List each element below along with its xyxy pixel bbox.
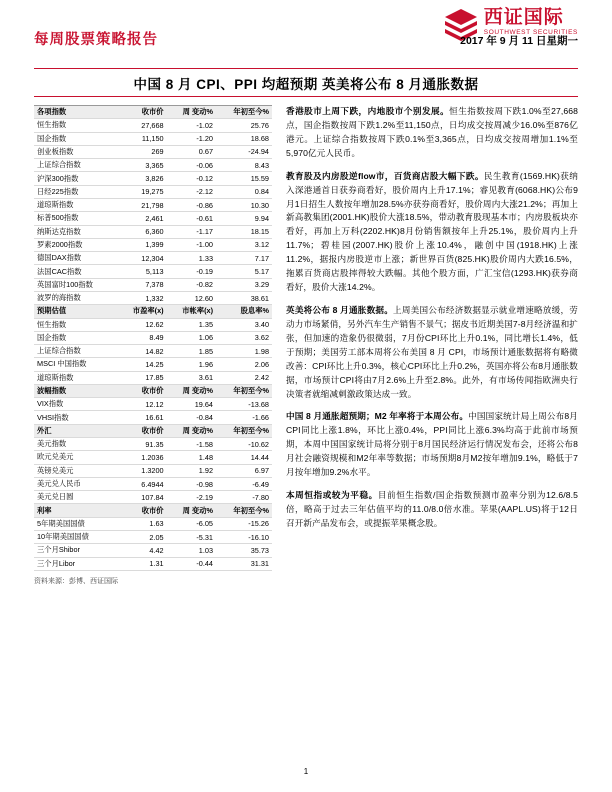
commentary-paragraph <box>286 170 578 295</box>
table-row <box>34 212 272 225</box>
table-cell: -13.68 <box>216 398 272 411</box>
table-cell: -16.10 <box>216 531 272 544</box>
table-cell: 欧元兑美元 <box>34 451 117 464</box>
column-header: 年初至今% <box>216 424 272 437</box>
paragraph-text: 恒生指数按周下跌1.0%至27,668点，国企指数按周下跌1.2%至11,150点，日均成交按周减少16.0%至876亿港元。上证综合指数按周下跌0.1%至3,365点，日均成交按周增加1.1%至5,970亿元人民币。 <box>286 106 578 158</box>
table-cell: 美元指数 <box>34 438 117 451</box>
table-cell: 法国CAC指数 <box>34 265 117 278</box>
table-cell: 14.82 <box>117 345 166 358</box>
table-row <box>34 371 272 384</box>
table-cell: 3.29 <box>216 278 272 291</box>
table-row <box>34 398 272 411</box>
table-cell: -1.02 <box>167 119 216 132</box>
table-cell: -6.49 <box>216 477 272 490</box>
table-row <box>34 252 272 265</box>
table-cell: 3.62 <box>216 331 272 344</box>
logo-name-en: SOUTHWEST SECURITIES <box>483 29 578 36</box>
table-cell: 0.84 <box>216 185 272 198</box>
table-cell: 10.30 <box>216 198 272 211</box>
table-cell: 恒生指数 <box>34 119 117 132</box>
table-cell: 12,304 <box>117 252 166 265</box>
table-cell: VIX指数 <box>34 398 117 411</box>
table-cell: 8.49 <box>117 331 166 344</box>
table-cell: 14.25 <box>117 358 166 371</box>
table-cell: -5.31 <box>167 531 216 544</box>
table-cell: 11,150 <box>117 132 166 145</box>
column-header: 年初至今% <box>216 106 272 119</box>
table-cell: -0.84 <box>167 411 216 424</box>
table-cell: 沪深300指数 <box>34 172 117 185</box>
table-cell: -6.05 <box>167 517 216 530</box>
paragraph-text: 目前恒生指数/国企指数预测市盈率分别为12.6/8.5倍，略高于过去三年估值平均的11.0/8.0倍水准。苹果(AAPL.US)将于12日召开新产品发布会，或提振苹果概念股。 <box>286 490 578 528</box>
table-cell: -0.12 <box>167 172 216 185</box>
column-header: 收市价 <box>117 504 166 517</box>
table-section-header <box>34 504 272 517</box>
column-header: 收市价 <box>117 384 166 397</box>
table-cell: 107.84 <box>117 491 166 504</box>
table-cell: 纳斯达克指数 <box>34 225 117 238</box>
table-section-header <box>34 424 272 437</box>
table-cell: 1.85 <box>167 345 216 358</box>
column-header: 各项指数 <box>34 106 117 119</box>
column-header: 收市价 <box>117 106 166 119</box>
table-cell: 0.67 <box>167 145 216 158</box>
table-cell: 17.85 <box>117 371 166 384</box>
table-cell: 6.4944 <box>117 477 166 490</box>
table-cell: 1.03 <box>167 544 216 557</box>
table-row <box>34 119 272 132</box>
table-cell: 8.43 <box>216 159 272 172</box>
table-cell: 美元兑日圆 <box>34 491 117 504</box>
table-row <box>34 198 272 211</box>
table-cell: 波罗的海指数 <box>34 291 117 304</box>
table-row <box>34 318 272 331</box>
table-cell: 5,113 <box>117 265 166 278</box>
paragraph-lead: 香港股市上周下跌，内地股市个别发展。 <box>286 106 450 116</box>
table-cell: -0.06 <box>167 159 216 172</box>
table-cell: 1.92 <box>167 464 216 477</box>
column-header: 波幅指数 <box>34 384 117 397</box>
title-divider <box>34 96 578 97</box>
commentary-paragraph <box>286 304 578 401</box>
table-row <box>34 132 272 145</box>
table-cell: 19,275 <box>117 185 166 198</box>
table-cell: 12.60 <box>167 291 216 304</box>
table-cell: 国企指数 <box>34 132 117 145</box>
table-cell: 19.64 <box>167 398 216 411</box>
table-cell: 国企指数 <box>34 331 117 344</box>
column-header: 收市价 <box>117 424 166 437</box>
column-header: 利率 <box>34 504 117 517</box>
table-cell: 1,332 <box>117 291 166 304</box>
table-cell: 1,399 <box>117 238 166 251</box>
table-cell: -1.58 <box>167 438 216 451</box>
table-row <box>34 411 272 424</box>
table-cell: 269 <box>117 145 166 158</box>
table-cell: 21,798 <box>117 198 166 211</box>
table-row <box>34 358 272 371</box>
table-cell: 6.97 <box>216 464 272 477</box>
table-cell: 18.68 <box>216 132 272 145</box>
commentary-paragraph <box>286 105 578 161</box>
commentary-paragraph <box>286 410 578 480</box>
table-cell: -0.19 <box>167 265 216 278</box>
table-row <box>34 331 272 344</box>
table-cell: 标普500指数 <box>34 212 117 225</box>
table-row <box>34 225 272 238</box>
table-cell: 16.61 <box>117 411 166 424</box>
table-cell: 1.33 <box>167 252 216 265</box>
table-cell: 道琼斯指数 <box>34 371 117 384</box>
table-cell: 1.3200 <box>117 464 166 477</box>
table-cell: 15.59 <box>216 172 272 185</box>
table-cell: 1.31 <box>117 557 166 570</box>
paragraph-text: 中国国家统计局上周公布8月CPI同比上涨1.8%，环比上涨0.4%，PPI同比上涨6.3%均高于此前市场预期，本周中国国家统计局将分别于8月国民经济运行情况发布会，还将公布8月社会融资规模和M2年率等数据；市场预期8月M2按年增加9.1%，略低于7月按年增加9.2%水平。 <box>286 411 578 478</box>
paragraph-lead: 英美将公布 8 月通胀数据。 <box>286 304 394 315</box>
report-title-row <box>34 28 578 49</box>
table-cell: VHSI指数 <box>34 411 117 424</box>
table-row <box>34 491 272 504</box>
table-row <box>34 451 272 464</box>
table-section-header <box>34 305 272 318</box>
table-cell: 三个月Shibor <box>34 544 117 557</box>
column-header: 市盈率(x) <box>117 305 166 318</box>
table-cell: 3.61 <box>167 371 216 384</box>
table-cell: 38.61 <box>216 291 272 304</box>
table-cell: 18.15 <box>216 225 272 238</box>
table-row <box>34 145 272 158</box>
column-header: 周 变动% <box>167 106 216 119</box>
table-cell: 10年期美国国债 <box>34 531 117 544</box>
table-cell: 2,461 <box>117 212 166 225</box>
table-cell: -0.44 <box>167 557 216 570</box>
table-row <box>34 172 272 185</box>
table-row <box>34 557 272 570</box>
table-row <box>34 464 272 477</box>
commentary-paragraph <box>286 489 578 531</box>
table-row <box>34 185 272 198</box>
table-cell: 14.44 <box>216 451 272 464</box>
page-number: 1 <box>303 767 309 776</box>
table-cell: 12.62 <box>117 318 166 331</box>
table-cell: -1.20 <box>167 132 216 145</box>
table-row <box>34 477 272 490</box>
column-header: 股息率% <box>216 305 272 318</box>
table-cell: 3.12 <box>216 238 272 251</box>
table-cell: 27,668 <box>117 119 166 132</box>
report-body <box>34 105 578 586</box>
table-cell: 3,826 <box>117 172 166 185</box>
column-header: 年初至今% <box>216 504 272 517</box>
table-cell: -10.62 <box>216 438 272 451</box>
column-header: 周 变动% <box>167 384 216 397</box>
table-cell: 恒生指数 <box>34 318 117 331</box>
commentary-column <box>272 105 578 586</box>
table-cell: -2.12 <box>167 185 216 198</box>
table-cell: 3.40 <box>216 318 272 331</box>
table-cell: 上证综合指数 <box>34 159 117 172</box>
table-cell: 4.42 <box>117 544 166 557</box>
paragraph-text: 民生教育(1569.HK)获纳入深港通首日获券商看好，股价周内上升17.1%；睿见教育(6068.HK)公布9月1日招生人数按年增加28.5%亦获券商看好，股价周内大涨21.2%；再加上新高教集团(2001.HK)股价大涨18.5%，带动教育股现基本市；内房股板块亦看好，再加上万科(2202.HK)8月份销售额按年上升25.1%，股价周内上升11.7%；碧桂园(2007.HK)股价上涨10.4%，融创中国(1918.HK)上涨11.2%，据报内房股逆市上涨；新世界百货(825.HK)股价周内大跌16.5%，拖累百货商店股摔得较大跌幅。其他个股方面，广汇宝信(1293.HK)获券商看好，股价大涨14.2%。 <box>286 170 578 293</box>
table-cell: -15.26 <box>216 517 272 530</box>
paragraph-lead: 中国 8 月通胀超预期；M2 年率将于本周公布。 <box>286 411 469 422</box>
header-divider <box>34 68 578 69</box>
table-row <box>34 438 272 451</box>
table-source-note: 资料来源：彭博、西证国际 <box>34 577 118 585</box>
table-cell: 1.35 <box>167 318 216 331</box>
table-cell: -1.00 <box>167 238 216 251</box>
table-cell: 5.17 <box>216 265 272 278</box>
page-header <box>34 0 578 62</box>
table-cell: 美元兑人民币 <box>34 477 117 490</box>
market-table-body <box>34 106 272 571</box>
table-section-header <box>34 384 272 397</box>
table-cell: 5年期美国国债 <box>34 517 117 530</box>
column-header: 年初至今% <box>216 384 272 397</box>
table-cell: -2.19 <box>167 491 216 504</box>
table-row <box>34 278 272 291</box>
page-title: 中国 8 月 CPI、PPI 均超预期 英美将公布 8 月通胀数据 <box>133 77 479 92</box>
table-cell: 英镑兑美元 <box>34 464 117 477</box>
table-cell: 6,360 <box>117 225 166 238</box>
table-cell: 2.42 <box>216 371 272 384</box>
column-header: 周 变动% <box>167 504 216 517</box>
table-cell: -1.17 <box>167 225 216 238</box>
table-cell: MSCI 中国指数 <box>34 358 117 371</box>
table-cell: 道琼斯指数 <box>34 198 117 211</box>
report-date: 2017 年 9 月 11 日星期一 <box>460 35 578 47</box>
table-cell: 1.96 <box>167 358 216 371</box>
table-cell: 91.35 <box>117 438 166 451</box>
market-data-column <box>34 105 272 586</box>
table-cell: 12.12 <box>117 398 166 411</box>
paragraph-lead: 教育股及内房股逆flow市，百货商店股大幅下跌。 <box>286 170 484 181</box>
table-cell: 1.98 <box>216 345 272 358</box>
table-cell: 1.48 <box>167 451 216 464</box>
table-cell: 上证综合指数 <box>34 345 117 358</box>
table-cell: -1.66 <box>216 411 272 424</box>
table-row <box>34 531 272 544</box>
table-cell: 31.31 <box>216 557 272 570</box>
table-section-header <box>34 106 272 119</box>
table-cell: 9.94 <box>216 212 272 225</box>
table-cell: -0.86 <box>167 198 216 211</box>
table-cell: 1.06 <box>167 331 216 344</box>
paragraph-text: 上周美国公布经济数据显示就业增速略放缓，劳动力市场紧俏，另外汽车生产销售不景气；据皮书近期美国7-8月经济温和扩张，但加速的造象仍很微弱，7月份CPI环比上升0.1%，同比增长1.4%，低于预期；美国劳工部本周将公布美国 8 月 CPI，市场预计通胀数据将有略微改善：CPI环比上升0.3%，核心CPI环比上升0.2%，英国亦将公布8月通胀数据，市场预计CPI将由7月2.6%上升至2.8%。此外，有市场传闻指欧洲央行决策者就缩减刺激政策达成一致。 <box>286 304 578 399</box>
market-data-table <box>34 105 272 571</box>
table-cell: 2.06 <box>216 358 272 371</box>
paragraph-lead: 本周恒指或较为平稳。 <box>286 490 378 501</box>
table-cell: -7.80 <box>216 491 272 504</box>
table-cell: 英国富时100指数 <box>34 278 117 291</box>
table-cell: 7.17 <box>216 252 272 265</box>
table-row <box>34 345 272 358</box>
table-cell: 7,378 <box>117 278 166 291</box>
table-row <box>34 159 272 172</box>
table-cell: 德国DAX指数 <box>34 252 117 265</box>
table-row <box>34 544 272 557</box>
table-cell: 日经225指数 <box>34 185 117 198</box>
report-kind: 每周股票策略报告 <box>34 32 158 48</box>
column-header: 外汇 <box>34 424 117 437</box>
table-cell: 创业板指数 <box>34 145 117 158</box>
table-row <box>34 238 272 251</box>
table-cell: -0.61 <box>167 212 216 225</box>
table-cell: 3,365 <box>117 159 166 172</box>
column-header: 周 变动% <box>167 424 216 437</box>
table-cell: 25.76 <box>216 119 272 132</box>
table-row <box>34 291 272 304</box>
commentary-paragraphs <box>286 105 578 531</box>
logo-name-cn: 西证国际 <box>483 7 564 28</box>
table-cell: 三个月Libor <box>34 557 117 570</box>
table-cell: 罗素2000指数 <box>34 238 117 251</box>
table-cell: 1.63 <box>117 517 166 530</box>
table-cell: 35.73 <box>216 544 272 557</box>
table-cell: -24.94 <box>216 145 272 158</box>
table-row <box>34 517 272 530</box>
table-row <box>34 265 272 278</box>
column-header: 预期估值 <box>34 305 117 318</box>
table-cell: 1.2036 <box>117 451 166 464</box>
table-cell: -0.82 <box>167 278 216 291</box>
table-cell: -0.98 <box>167 477 216 490</box>
column-header: 市帐率(x) <box>167 305 216 318</box>
table-cell: 2.05 <box>117 531 166 544</box>
